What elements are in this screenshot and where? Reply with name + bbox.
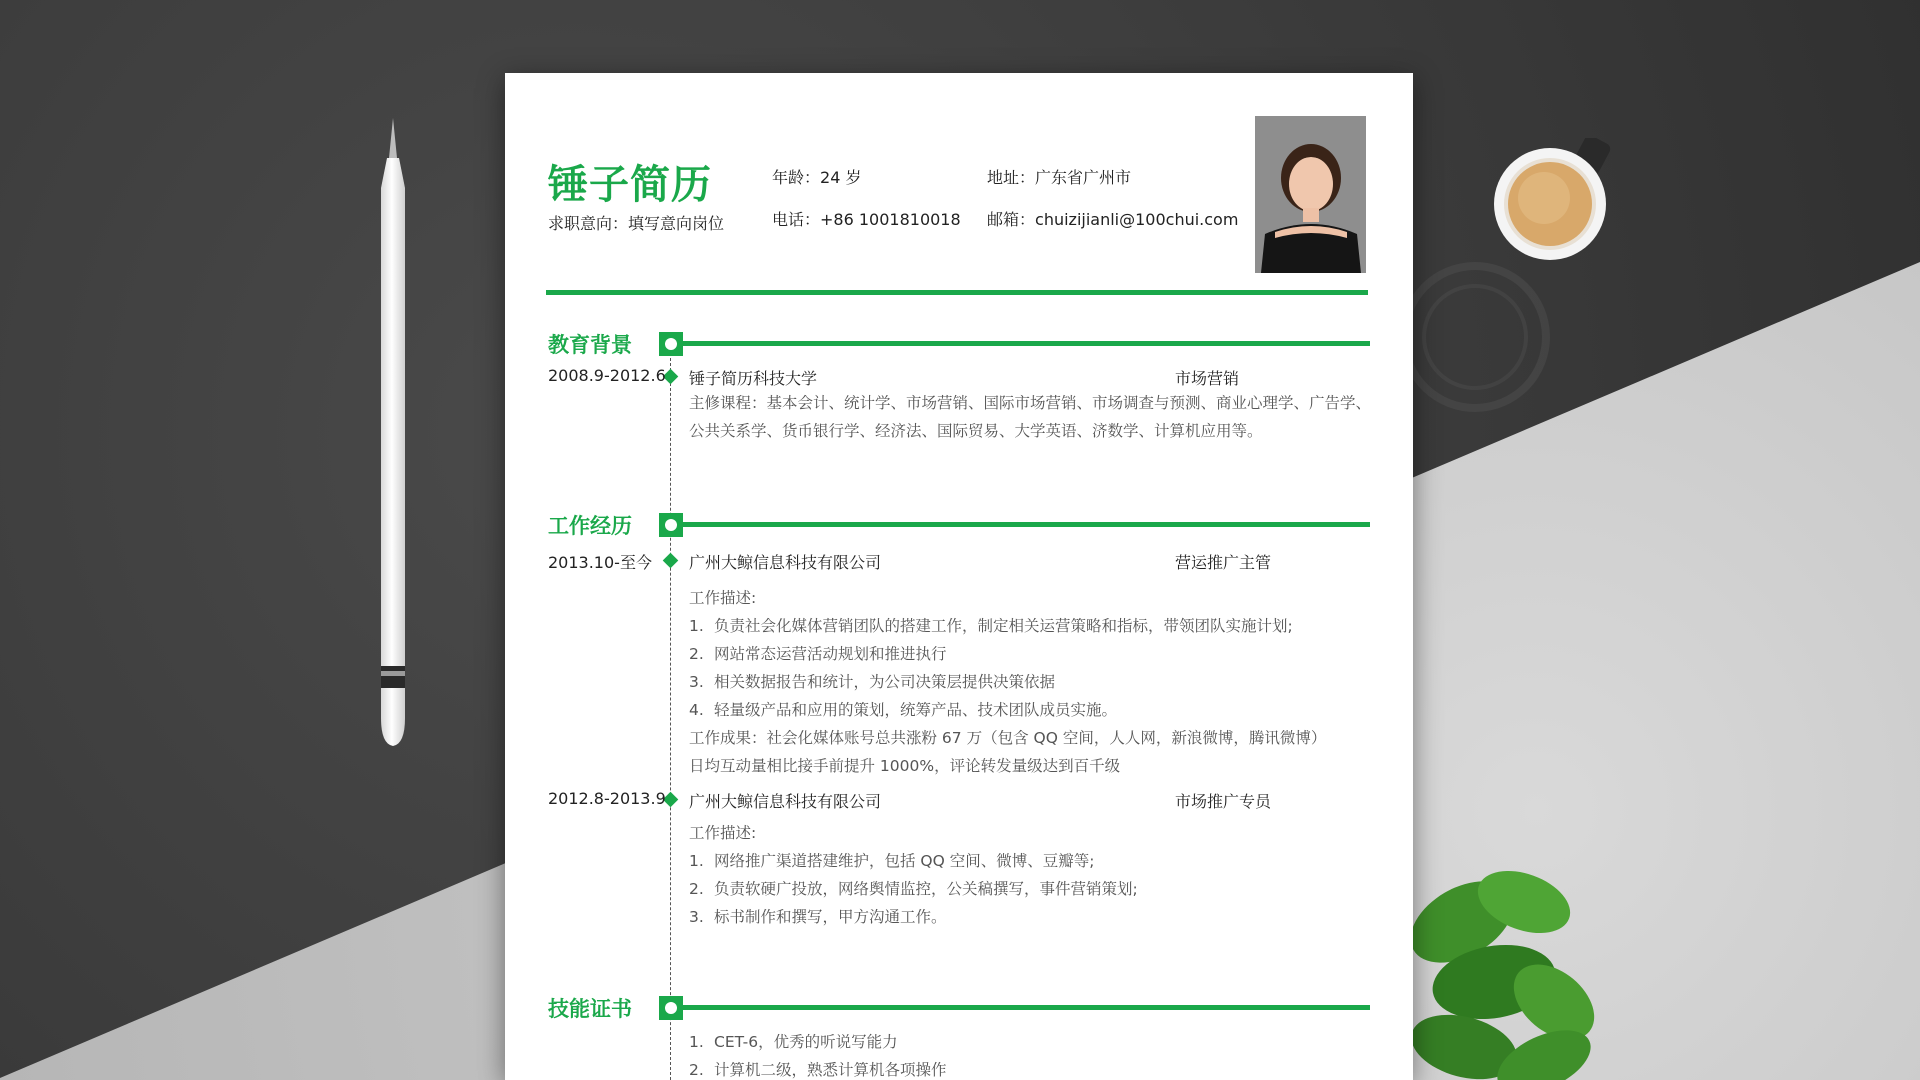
- timeline-diamond-icon: [663, 553, 679, 569]
- plant-leaves-image: [1404, 852, 1604, 1080]
- age-label: 年龄：: [772, 168, 821, 187]
- email-info: [987, 207, 1238, 230]
- courses-line-1: 主修课程：基本会计、统计学、市场营销、国际市场营销、市场调查与预测、商业心理学、广告学、: [689, 394, 1372, 412]
- list-number: 2.: [689, 645, 704, 663]
- address-info: [987, 165, 1131, 188]
- section-title-education: 教育背景: [548, 333, 632, 357]
- job-intent-value: 填写意向岗位: [628, 214, 725, 233]
- header-divider: [546, 290, 1368, 295]
- skill-item: [689, 1030, 898, 1052]
- list-text: CET-6，优秀的听说写能力: [714, 1033, 898, 1051]
- profile-photo: [1255, 116, 1366, 273]
- address-value: 广东省广州市: [1035, 168, 1132, 187]
- list-text: 标书制作和撰写，甲方沟通工作。: [714, 908, 947, 926]
- section-title-skills: 技能证书: [548, 997, 632, 1021]
- list-text: 网络推广渠道搭建维护，包括 QQ 空间、微博、豆瓣等;: [714, 852, 1095, 870]
- job-1-result-line-2: 日均互动量相比接手前提升 1000%，评论转发量级达到百千级: [689, 757, 1121, 775]
- job-1-item: [689, 642, 947, 664]
- list-number: 3.: [689, 908, 704, 926]
- job-intent: [548, 211, 724, 234]
- job-2-date: 2012.8-2013.9: [548, 789, 666, 808]
- age-value: 24 岁: [820, 168, 862, 187]
- age-info: [772, 165, 861, 188]
- job-2-company: 广州大鲸信息科技有限公司: [689, 792, 882, 811]
- stylus-pencil-image: [375, 118, 411, 748]
- list-number: 3.: [689, 673, 704, 691]
- education-date: 2008.9-2012.6: [548, 366, 666, 385]
- timeline-node-icon: [659, 513, 683, 537]
- timeline-node-icon: [659, 996, 683, 1020]
- education-school: 锤子简历科技大学: [689, 369, 818, 388]
- job-1-company: 广州大鲸信息科技有限公司: [689, 553, 882, 572]
- list-text: 负责社会化媒体营销团队的搭建工作，制定相关运营策略和指标，带领团队实施计划;: [714, 617, 1293, 635]
- job-2-desc-label: 工作描述:: [689, 824, 757, 842]
- timeline-line: [670, 343, 671, 1080]
- list-text: 负责软硬广投放，网络舆情监控，公关稿撰写，事件营销策划;: [714, 880, 1138, 898]
- phone-label: 电话：: [772, 210, 821, 229]
- resume-page: [505, 73, 1413, 1080]
- timeline-node-icon: [659, 332, 683, 356]
- job-1-date: 2013.10-至今: [548, 553, 652, 572]
- section-rule-skills: [665, 1005, 1370, 1010]
- job-1-result-line-1: 工作成果：社会化媒体账号总共涨粉 67 万（包含 QQ 空间，人人网，新浪微博，腾讯微博）: [689, 729, 1327, 747]
- address-label: 地址：: [987, 168, 1036, 187]
- education-courses: [689, 389, 1371, 445]
- job-2-item: [689, 905, 947, 927]
- section-rule-work: [665, 522, 1370, 527]
- list-number: 1.: [689, 617, 704, 635]
- job-2-item: [689, 849, 1094, 871]
- list-text: 轻量级产品和应用的策划，统筹产品、技术团队成员实施。: [714, 701, 1118, 719]
- list-text: 计算机二级，熟悉计算机各项操作: [714, 1061, 947, 1079]
- job-2-role: 市场推广专员: [1175, 792, 1272, 811]
- skill-item: [689, 1058, 947, 1080]
- email-value: chuizijianli@100chui.com: [1035, 210, 1239, 229]
- list-text: 网站常态运营活动规划和推进执行: [714, 645, 947, 663]
- coffee-cup-image: [1492, 138, 1622, 263]
- list-number: 1.: [689, 852, 704, 870]
- courses-line-2: 公共关系学、货币银行学、经济法、国际贸易、大学英语、济数学、计算机应用等。: [689, 422, 1263, 440]
- list-number: 2.: [689, 880, 704, 898]
- list-text: 相关数据报告和统计，为公司决策层提供决策依据: [714, 673, 1056, 691]
- job-2-item: [689, 877, 1138, 899]
- resume-name-title: 锤子简历: [548, 162, 712, 208]
- job-1-desc-label: 工作描述:: [689, 589, 757, 607]
- list-number: 1.: [689, 1033, 704, 1051]
- section-title-work: 工作经历: [548, 514, 632, 538]
- job-1-item: [689, 670, 1055, 692]
- phone-info: [772, 207, 961, 230]
- job-1-role: 营运推广主管: [1175, 553, 1272, 572]
- list-number: 4.: [689, 701, 704, 719]
- education-major: 市场营销: [1175, 369, 1240, 388]
- job-intent-label: 求职意向：: [548, 214, 629, 233]
- phone-value: +86 1001810018: [820, 210, 961, 229]
- job-1-item: [689, 614, 1293, 636]
- section-rule-education: [665, 341, 1370, 346]
- job-1-item: [689, 698, 1117, 720]
- list-number: 2.: [689, 1061, 704, 1079]
- email-label: 邮箱：: [987, 210, 1036, 229]
